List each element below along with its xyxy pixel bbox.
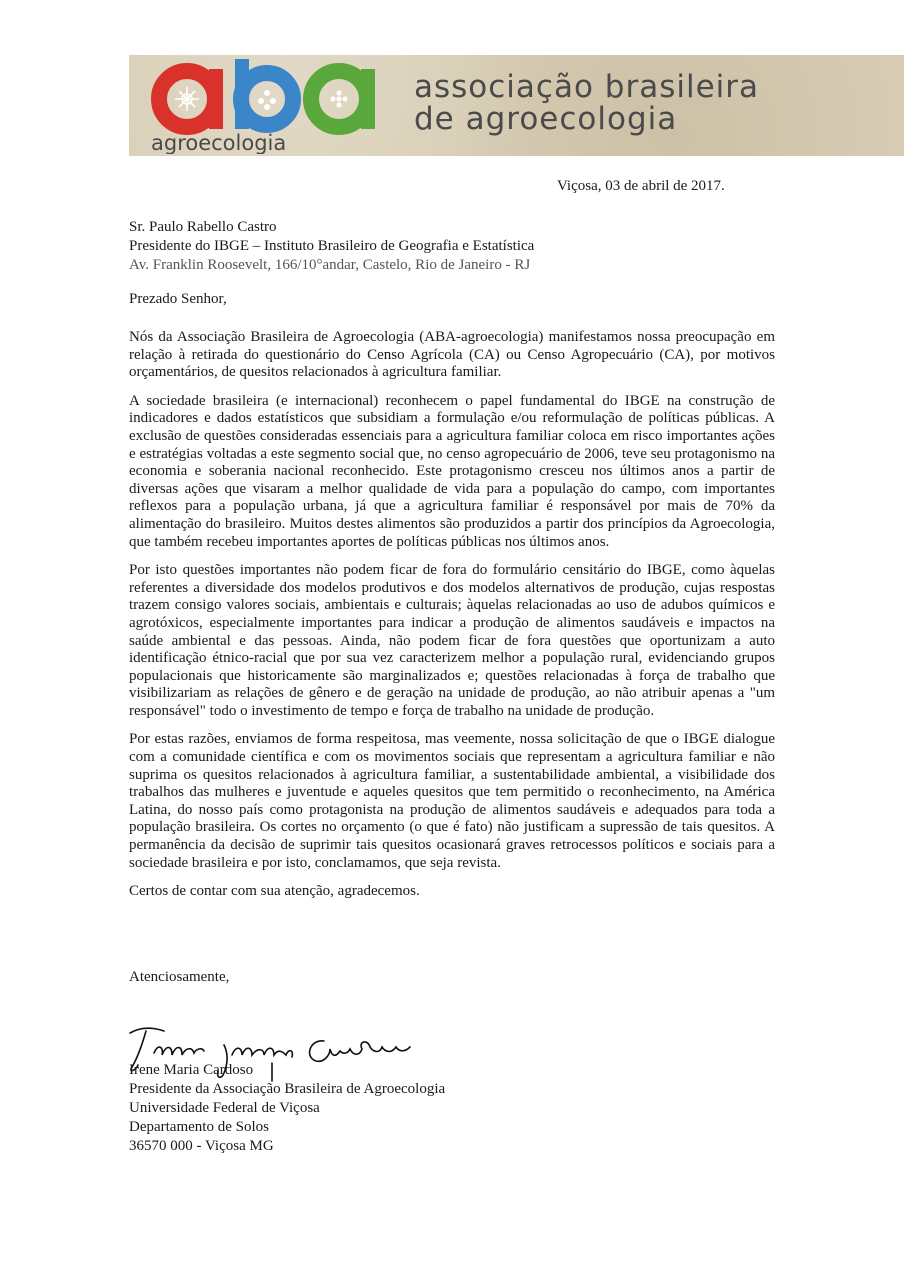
- logo-subtitle: agroecologia: [151, 131, 287, 154]
- letter-date: Viçosa, 03 de abril de 2017.: [557, 178, 725, 194]
- signer-name: Irene Maria Cardoso: [129, 1062, 254, 1078]
- body-paragraph-2: A sociedade brasileira (e internacional) reconhecem o papel fundamental do IBGE na construção de indicadores e dados estatísticos que subsidiam a formulação e/ou reformulação de políticas públicas. A exclusão de questões consideradas essenciais para a agricultura familiar coloca em risco importantes ações e estratégias voltadas a este segmento social que, no censo agropecuário de 2006, teve seu protagonismo na economia e soberania nacional reconhecido. Este protagonismo cresceu nos últimos anos a partir de diversas ações que visaram a melhor qualidade de vida para a população do campo, com importantes reflexos para a população urbana, já que a agricultura familiar é responsável por mais de 70% da alimentação do brasileiro. Muitos destes alimentos são produzidos a partir dos princípios da Agroecologia, que também recebeu importantes aportes de políticas públicas nos últimos anos.: [129, 392, 775, 550]
- recipient-name: Sr. Paulo Rabello Castro: [129, 219, 277, 235]
- organization-name: [414, 71, 759, 135]
- body-paragraph-1: Nós da Associação Brasileira de Agroecologia (ABA-agroecologia) manifestamos nossa preocupação em relação à retirada do questionário do Censo Agrícola (CA) ou Censo Agropecuário (CA), por motivos orçamentários, de quesitos relacionados à agricultura familiar.: [129, 329, 775, 381]
- signer-postal-address: 36570 000 - Viçosa MG: [129, 1138, 274, 1154]
- closing: Atenciosamente,: [129, 969, 230, 985]
- organization-name-line2: de agroecologia: [414, 101, 678, 137]
- body-paragraph-4: Por estas razões, enviamos de forma respeitosa, mas veemente, nossa solicitação de que o IBGE dialogue com a comunidade científica e com os movimentos sociais que representam a agricultura familiar e não suprima os quesitos relacionados à agricultura familiar, a sustentabilidade ambiental, a visibilidade dos trabalhos das mulheres e juventude e aqueles quesitos que tem permitido o reconhecimento, na América Latina, do nosso país como protagonista na produção de alimentos saudáveis e adequados para toda a população brasileira. Os cortes no orçamento (o que é fato) não justificam a supressão de tais quesitos. A permanência da decisão de suprimir tais quesitos ocasionará graves retrocessos políticos e sociais para a sociedade brasileira e por isto, conclamamos, que seja revista.: [129, 731, 775, 871]
- organization-name-line1: associação brasileira: [414, 69, 760, 105]
- salutation: Prezado Senhor,: [129, 291, 227, 307]
- signature-block: [129, 1061, 445, 1156]
- body-paragraph-3: Por isto questões importantes não podem ficar de fora do formulário censitário do IBGE, como àquelas referentes a diversidade dos modelos produtivos e dos modelos alternativos de produção, cujas respostas trazem consigo valores sociais, ambientais e culturais; àquelas relacionadas ao uso de adubos químicos e agrotóxicos, especialmente importantes para indicar a produção de alimentos saudáveis e impactos na saúde ambiental e das pessoas. Ainda, não podem ficar de fora questões que oportunizam a auto identificação étnico-racial que por sua vez caracterizem melhor a população rural, evidenciando grupos populacionais que historicamente são marginalizados e; questões relacionadas à força de trabalho que visibilizariam as relações de gênero e de geração na unidade de produção, ao não atribuir apenas a "um responsável" todo o investimento de tempo e força de trabalho na unidade de produção.: [129, 562, 775, 719]
- addressee-block: [129, 218, 534, 275]
- signer-department: Departamento de Solos: [129, 1119, 269, 1135]
- recipient-title: Presidente do IBGE – Instituto Brasileiro de Geografia e Estatística: [129, 238, 535, 254]
- letterhead-banner: [129, 55, 904, 156]
- signer-role: Presidente da Associação Brasileira de Agroecologia: [129, 1081, 446, 1097]
- aba-logo: [149, 59, 389, 154]
- body-paragraph-5: Certos de contar com sua atenção, agradecemos.: [129, 883, 420, 900]
- letter-body: [129, 329, 775, 912]
- recipient-address: Av. Franklin Roosevelt, 166/10°andar, Castelo, Rio de Janeiro - RJ: [129, 257, 531, 273]
- signer-organization: Universidade Federal de Viçosa: [129, 1100, 320, 1116]
